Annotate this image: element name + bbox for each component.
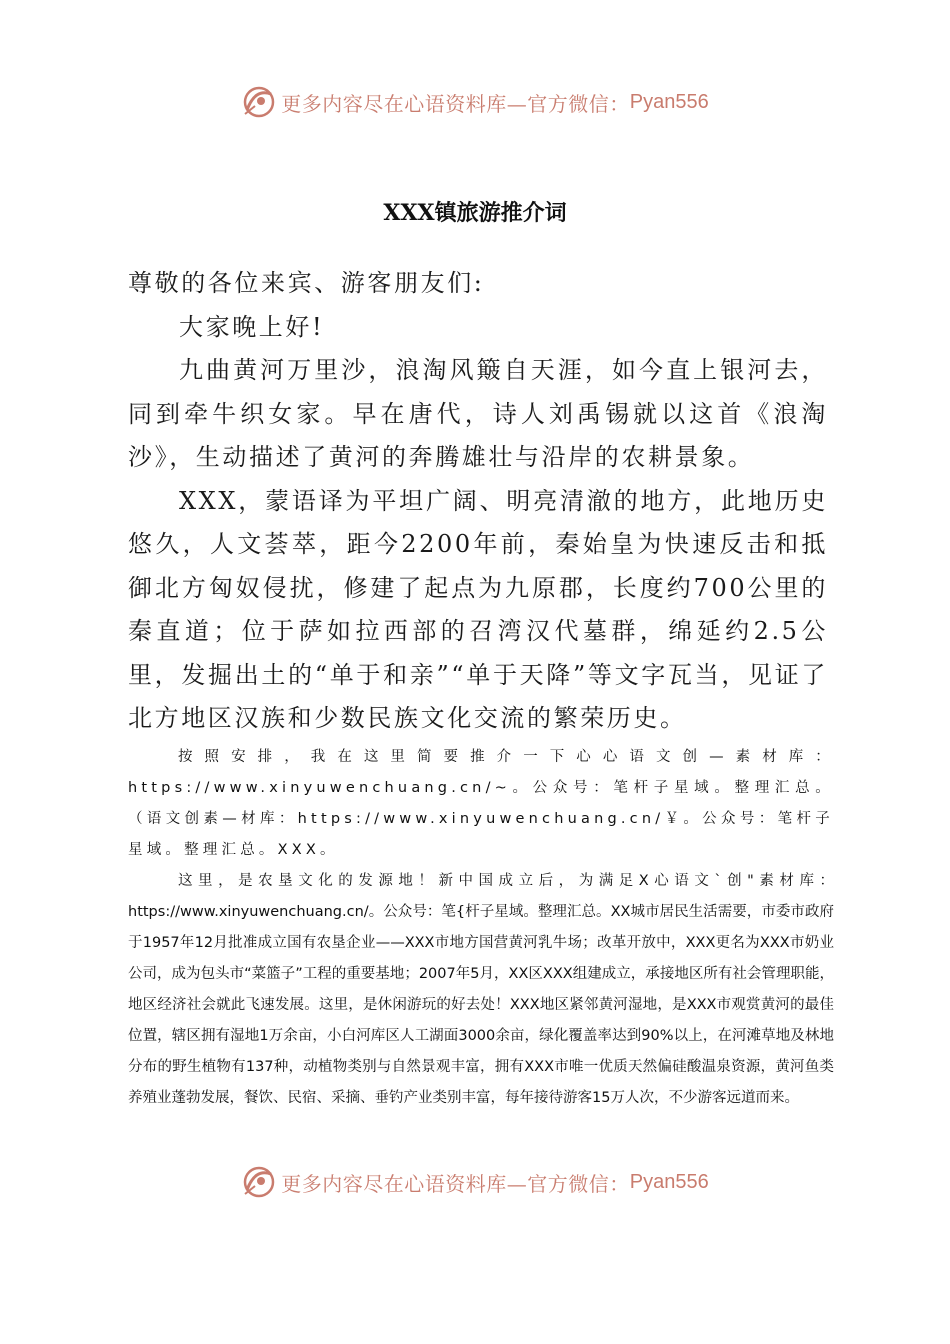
banner-text: 更多内容尽在心语资料库—官方微信： <box>281 91 630 116</box>
document-small-text <box>128 742 834 1114</box>
document-title: XXX镇旅游推介词 <box>383 200 567 226</box>
paragraph-intro-note: 按照安排，我在这里简要推介一下心心语文创—素材库：https://www.xinyuwenchuang.cn/~。公众号：笔杆子星域。整理汇总。（语文创素—材库：https://www.xinyuwenchuang.cn/￥。公众号：笔杆子星域。整理汇总。XXX。 <box>128 749 834 858</box>
document-body <box>128 262 828 741</box>
salutation: 尊敬的各位来宾、游客朋友们: <box>128 269 485 297</box>
paragraph-history: XXX，蒙语译为平坦广阔、明亮清澈的地方，此地历史悠久，人文荟萃，距今2200年前，秦始皇为快速反击和抵御北方匈奴侵扰，修建了起点为九原郡，长度约700公里的秦直道；位于萨如拉西部的召湾汉代墓群，绵延约2.5公里，发掘出土的“单于和亲”“单于天降”等文字瓦当，见证了北方地区汉族和少数民族文化交流的繁荣历史。 <box>128 486 828 732</box>
brand-logo-icon <box>241 84 277 120</box>
footer-watermark-banner <box>0 1162 950 1202</box>
greeting: 大家晚上好! <box>179 312 325 341</box>
banner-wechat-id: Pyan556 <box>629 90 709 113</box>
brand-logo-icon <box>241 1164 277 1200</box>
banner-wechat-id: Pyan556 <box>629 1170 709 1193</box>
header-watermark-banner <box>0 82 950 122</box>
banner-text: 更多内容尽在心语资料库—官方微信： <box>281 1171 630 1196</box>
paragraph-farming-culture: 这里，是农垦文化的发源地！新中国成立后，为满足X心语文`创"素材库：https://www.xinyuwenchuang.cn/。公众号：笔{杆子星域。整理汇总。XX城市居民生活需要，市委市政府于1957年12月批准成立国有农垦企业——XXX市地方国营黄河乳牛场；改革开放中，XXX更名为XXX市奶业公司，成为包头市“菜篮子”工程的重要基地；2007年5月，XX区XXX组建成立，承接地区所有社会管理职能，地区经济社会就此飞速发展。这里，是休闲游玩的好去处！XXX地区紧邻黄河湿地，是XXX市观赏黄河的最佳位置，辖区拥有湿地1万余亩，小白河库区人工湖面3000余亩，绿化覆盖率达到90%以上，在河滩草地及林地分布的野生植物有137种，动植物类别与自然景观丰富，拥有XXX市唯一优质天然偏硅酸温泉资源，黄河鱼类养殖业蓬勃发展，餐饮、民宿、采摘、垂钓产业类别丰富，每年接待游客15万人次，不少游客远道而来。 <box>128 873 834 1106</box>
paragraph-poem: 九曲黄河万里沙，浪淘风簸自天涯，如今直上银河去，同到牵牛织女家。早在唐代，诗人刘禹锡就以这首《浪淘沙》，生动描述了黄河的奔腾雄壮与沿岸的农耕景象。 <box>128 356 828 471</box>
